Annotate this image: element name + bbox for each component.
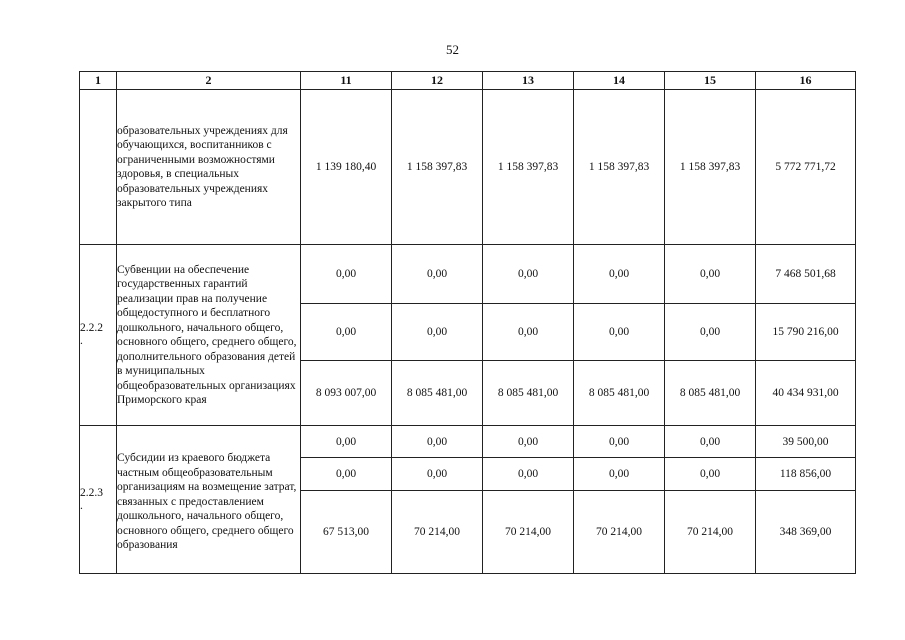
- header-col-16: 16: [756, 72, 856, 90]
- value-cell: 70 214,00: [392, 491, 483, 574]
- value-cell: 0,00: [574, 426, 665, 458]
- value-cell: 1 158 397,83: [483, 90, 574, 245]
- value-cell: 348 369,00: [756, 491, 856, 574]
- value-cell: 0,00: [392, 458, 483, 491]
- value-cell: 0,00: [574, 245, 665, 304]
- header-col-14: 14: [574, 72, 665, 90]
- header-col-12: 12: [392, 72, 483, 90]
- value-cell: 70 214,00: [665, 491, 756, 574]
- value-cell: 0,00: [574, 304, 665, 361]
- value-cell: 0,00: [665, 458, 756, 491]
- value-cell: 0,00: [483, 458, 574, 491]
- value-cell: 8 085 481,00: [483, 361, 574, 426]
- table-row: [80, 90, 856, 245]
- value-cell: 67 513,00: [301, 491, 392, 574]
- page-number: 52: [446, 42, 459, 57]
- row-description: Субвенции на обеспечение государственных гарантий реализации прав на получение общедоступного и бесплатного дошкольного, начального общего, основного общего, среднего общего, дополнительного образования детей в муниципальных общеобразовательных организациях Приморского края: [117, 245, 301, 426]
- value-cell: 7 468 501,68: [756, 245, 856, 304]
- value-cell: 0,00: [301, 458, 392, 491]
- value-cell: 0,00: [392, 304, 483, 361]
- row-description: образовательных учреждениях для обучающихся, воспитанников с ограниченными возможностями здоровья, в специальных образовательных учреждениях закрытого типа: [117, 90, 301, 245]
- value-cell: 40 434 931,00: [756, 361, 856, 426]
- value-cell: 8 085 481,00: [574, 361, 665, 426]
- value-cell: 0,00: [483, 304, 574, 361]
- value-cell: 1 158 397,83: [392, 90, 483, 245]
- header-col-2: 2: [117, 72, 301, 90]
- header-col-13: 13: [483, 72, 574, 90]
- value-cell: 5 772 771,72: [756, 90, 856, 245]
- row-code-cell: 2.2.2 .: [80, 245, 117, 426]
- value-cell: 8 085 481,00: [665, 361, 756, 426]
- row-description: Субсидии из краевого бюджета частным общеобразовательным организациям на возмещение затрат, связанных с предоставлением дошкольного, начального общего, основного общего, среднего общего образования: [117, 426, 301, 574]
- value-cell: 39 500,00: [756, 426, 856, 458]
- row-code-cell: 2.2.3 .: [80, 426, 117, 574]
- table-row: [80, 245, 856, 304]
- value-cell: 8 093 007,00: [301, 361, 392, 426]
- table-row: [80, 426, 856, 458]
- row-code-cell: [80, 90, 117, 245]
- value-cell: 70 214,00: [574, 491, 665, 574]
- header-row: [80, 72, 856, 90]
- value-cell: 0,00: [665, 245, 756, 304]
- value-cell: 0,00: [665, 304, 756, 361]
- header-col-1: 1: [80, 72, 117, 90]
- header-col-11: 11: [301, 72, 392, 90]
- value-cell: 0,00: [483, 245, 574, 304]
- value-cell: 0,00: [483, 426, 574, 458]
- value-cell: 1 158 397,83: [665, 90, 756, 245]
- value-cell: 70 214,00: [483, 491, 574, 574]
- value-cell: 0,00: [392, 426, 483, 458]
- value-cell: 1 158 397,83: [574, 90, 665, 245]
- value-cell: 0,00: [301, 426, 392, 458]
- value-cell: 8 085 481,00: [392, 361, 483, 426]
- value-cell: 0,00: [665, 426, 756, 458]
- value-cell: 0,00: [301, 304, 392, 361]
- value-cell: 1 139 180,40: [301, 90, 392, 245]
- budget-table: [79, 71, 856, 574]
- value-cell: 118 856,00: [756, 458, 856, 491]
- value-cell: 15 790 216,00: [756, 304, 856, 361]
- value-cell: 0,00: [574, 458, 665, 491]
- header-col-15: 15: [665, 72, 756, 90]
- value-cell: 0,00: [301, 245, 392, 304]
- value-cell: 0,00: [392, 245, 483, 304]
